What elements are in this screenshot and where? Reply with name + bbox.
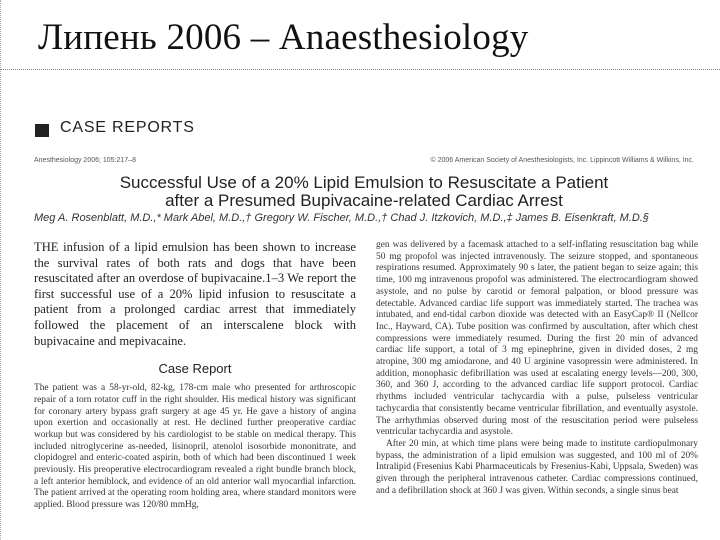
section-square-icon (35, 124, 49, 137)
left-column (34, 240, 356, 533)
right-paragraph-1: gen was delivered by a facemask attached to a self-inflating resuscitation bag while 50 mg propofol was injected intravenously. The seizure stopped, and spontaneous respirations resumed. Approximately 90 s later, the patient began to seize again; this time, 100 mg intravenous propofol was administered. The electrocardiogram showed asystole, and no pulse by carotid or femoral palpation, or blood pressure was detectable. Advanced cardiac life support was immediately started. The trachea was intubated, and end-tidal carbon dioxide was detected with an EasyCap® II (Nellcor Inc., Hayward, CA). Tube position was confirmed by auscultation, after which chest compressions were immediately resumed. During the first 20 min of advanced cardiac life support, a total of 3 mg epinephrine, given in divided doses, 2 mg atropine, 300 mg amiodarone, and 40 U arginine vasopressin were administered. In addition, monophasic defibrillation was used at escalating energy levels—200, 300, 360, and 360 J, according to the advanced cardiac life support protocol. Cardiac rhythms included ventricular tachycardia with a pulse, pulseless ventricular tachycardia that consistently became ventricular fibrillation, and eventually asystole. The arrhythmias observed during most of the resuscitation period were pulseless ventricular tachycardia and asystole. (376, 240, 698, 438)
author-list: Meg A. Rosenblatt, M.D.,* Mark Abel, M.D.,† Gregory W. Fischer, M.D.,† Chad J. Itzkovich, M.D.,‡ James B. Eisenkraft, M.D.§ (34, 212, 649, 224)
slide-title: Липень 2006 – Anaesthesiology (38, 17, 529, 58)
article-title-line-1: Successful Use of a 20% Lipid Emulsion to Resuscitate a Patient (119, 173, 609, 192)
right-paragraph-2: After 20 min, at which time plans were being made to institute cardiopulmonary bypass, the administration of a lipid emulsion was suggested, and 100 ml of 20% Intralipid (Fresenius Kabi Pharmaceuticals by Fresenius-Kabi, Uppsala, Sweden) was given through the peripheral intravenous catheter. Cardiac compressions continued, and a defibrillation shock at 360 J was given. Within seconds, a single sinus beat (376, 438, 698, 496)
journal-citation: Anesthesiology 2006; 105:217–8 (34, 157, 136, 164)
slide-left-border (0, 0, 1, 540)
section-label: CASE REPORTS (60, 119, 195, 136)
case-report-body: The patient was a 58-yr-old, 82-kg, 178-cm male who presented for arthroscopic repair of a torn rotator cuff in the right shoulder. His medical history was significant for coronary artery bypass graft surgery at age 45 yr. He gave a history of angina upon exertion and occasionally at rest. He declined further preoperative cardiac workup but was considered by his cardiologist to be stable on medical therapy. This included nitroglycerine as-needed, lisinopril, atenolol isosorbide mononitrate, and clopidogrel and enteric-coated aspirin, both of which had been discontinued 1 week previously. His preoperative electrocardiogram revealed a right bundle branch block, a left anterior hemiblock, and evidence of an old anterior wall myocardial infarction. The patient arrived at the operating room holding area, where standard monitors were applied. Blood pressure was 120/80 mmHg, (34, 383, 356, 511)
right-column-body (376, 240, 698, 535)
title-divider (0, 69, 720, 70)
article-title-line-2: after a Presumed Bupivacaine-related Cardiac Arrest (165, 191, 563, 210)
copyright-notice: © 2006 American Society of Anesthesiologists, Inc. Lippincott Williams & Wilkins, Inc. (430, 157, 694, 164)
abstract-paragraph: THE infusion of a lipid emulsion has been shown to increase the survival rates of both rats and dogs that have been resuscitated after an overdose of bupivacaine.1–3 We report the first successful use of a 20% lipid infusion to resuscitate a patient from a prolonged cardiac arrest that immediately followed the placement of an interscalene block with bupivacaine and mepivacaine. (34, 240, 356, 348)
right-column (376, 240, 698, 535)
case-report-heading: Case Report (158, 361, 232, 377)
article-title (50, 174, 678, 210)
